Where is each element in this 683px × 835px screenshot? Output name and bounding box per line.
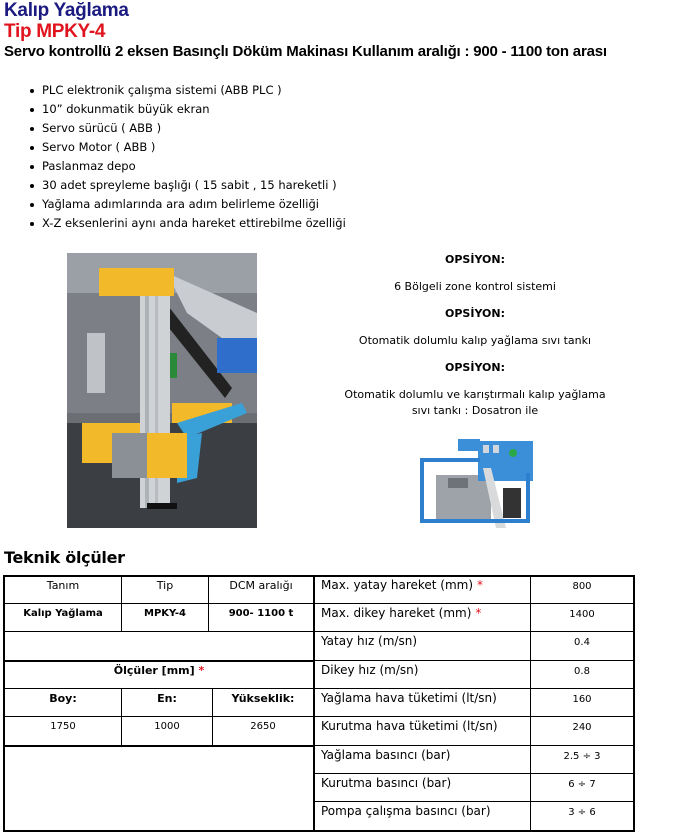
option-text: Otomatik dolumlu kalıp yağlama sıvı tankı	[358, 334, 592, 347]
spec-label-text: Yağlama basıncı (bar)	[321, 748, 451, 762]
value-dcm: 900- 1100 t	[228, 608, 294, 619]
page-title: Kalıp Yağlama	[4, 0, 129, 21]
header-tip: Tip	[156, 579, 174, 592]
feature-item: Servo Motor ( ABB )	[30, 138, 346, 157]
dim-value-en: 1000	[154, 721, 180, 732]
dim-header-boy: Boy:	[49, 692, 77, 705]
feature-item: Paslanmaz depo	[30, 157, 346, 176]
feature-item: PLC elektronik çalışma sistemi (ABB PLC )	[30, 81, 346, 100]
asterisk: *	[475, 606, 482, 620]
spec-label-text: Max. yatay hareket (mm)	[321, 578, 474, 592]
model-subtitle: Tip MPKY-4	[4, 21, 106, 42]
header-tanim: Tanım	[46, 579, 80, 592]
dim-value-yukseklik: 2650	[250, 721, 276, 732]
asterisk: *	[477, 578, 484, 592]
spec-label	[321, 748, 529, 762]
spec-value: 1400	[569, 609, 595, 620]
option-heading: OPSİYON:	[445, 307, 505, 320]
spec-value: 0.4	[574, 637, 590, 648]
spec-label	[321, 776, 529, 790]
value-tanim: Kalıp Yağlama	[23, 608, 103, 619]
tank-photo	[408, 433, 538, 533]
spec-label	[321, 606, 529, 620]
tech-table	[3, 575, 635, 832]
dim-header-yukseklik: Yükseklik:	[231, 692, 295, 705]
spec-value: 6 ÷ 7	[568, 779, 596, 790]
feature-item: 10” dokunmatik büyük ekran	[30, 100, 346, 119]
option-heading: OPSİYON:	[445, 361, 505, 374]
spec-label	[321, 719, 529, 733]
feature-list	[30, 81, 346, 233]
section-title: Teknik ölçüler	[4, 548, 125, 567]
spec-value: 3 ÷ 6	[568, 807, 596, 818]
option-text: Otomatik dolumlu ve karıştırmalı kalıp yağlama	[344, 388, 606, 401]
spec-label-text: Pompa çalışma basıncı (bar)	[321, 804, 491, 818]
spec-label-text: Max. dikey hareket (mm)	[321, 606, 472, 620]
spec-value: 0.8	[574, 666, 590, 677]
feature-item: Servo sürücü ( ABB )	[30, 119, 346, 138]
spec-label	[321, 663, 529, 677]
spec-label	[321, 634, 529, 648]
feature-item: X-Z eksenlerini aynı anda hareket ettirebilme özelliği	[30, 214, 346, 233]
asterisk: *	[198, 664, 205, 677]
spec-label-text: Kurutma basıncı (bar)	[321, 776, 452, 790]
spec-value: 240	[572, 722, 592, 733]
spec-value: 160	[572, 694, 592, 705]
dim-header-en: En:	[157, 692, 177, 705]
spec-label-text: Yatay hız (m/sn)	[321, 634, 418, 648]
feature-item: 30 adet spreyleme başlığı ( 15 sabit , 15 hareketli )	[30, 176, 346, 195]
dim-value-boy: 1750	[50, 721, 76, 732]
header-dcm: DCM aralığı	[229, 579, 293, 592]
option-heading: OPSİYON:	[445, 253, 505, 266]
spec-value: 800	[572, 581, 592, 592]
spec-label-text: Kurutma hava tüketimi (lt/sn)	[321, 719, 498, 733]
value-tip: MPKY-4	[144, 608, 186, 619]
product-description: Servo kontrollü 2 eksen Basınçlı Döküm Makinası Kullanım aralığı : 900 - 1100 ton arası	[4, 43, 607, 60]
spec-label	[321, 578, 529, 592]
spec-label-text: Yağlama hava tüketimi (lt/sn)	[321, 691, 497, 705]
option-text: sıvı tankı : Dosatron ile	[411, 404, 539, 417]
spec-value: 2.5 ÷ 3	[563, 751, 601, 762]
spec-label	[321, 804, 529, 818]
dimensions-label: Ölçüler [mm]	[113, 664, 195, 677]
option-text: 6 Bölgeli zone kontrol sistemi	[394, 280, 556, 293]
spec-label	[321, 691, 529, 705]
dimensions-title	[5, 664, 313, 677]
spec-label-text: Dikey hız (m/sn)	[321, 663, 419, 677]
machine-photo	[67, 253, 257, 528]
feature-item: Yağlama adımlarında ara adım belirleme özelliği	[30, 195, 346, 214]
